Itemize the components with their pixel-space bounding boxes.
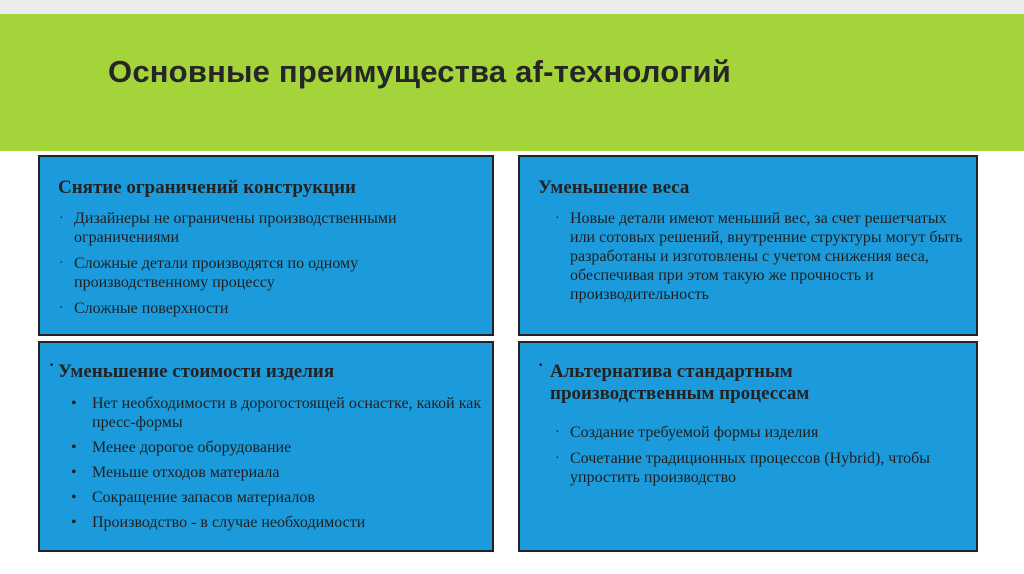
list-item-text: Сочетание традиционных процессов (Hybrid), чтобы упростить производство [570,450,930,486]
panel-design-freedom [38,155,494,336]
list-item-text: Менее дорогое оборудование [92,439,292,456]
panel-list [555,209,970,304]
panel-heading: Уменьшение стоимости изделия [58,361,335,382]
list-item [71,438,482,457]
list-item [555,209,970,304]
panel-heading: Уменьшение веса [538,177,690,198]
list-item [555,449,970,487]
heading-bullet-icon: · [49,357,55,374]
list-item [71,394,482,432]
list-item-text: Меньше отходов материала [92,464,280,481]
top-edge [0,0,1024,14]
bullet-icon: · [59,256,64,271]
list-item [59,209,484,247]
list-item [71,513,482,532]
panel-list [71,394,482,538]
slide-title: Основные преимущества af-технологий [108,54,732,89]
list-item-text: Создание требуемой формы изделия [570,424,819,441]
panel-heading: Альтернатива стандартным производственным процессам [550,361,810,404]
bullet-icon: • [71,439,77,456]
list-item-text: Новые детали имеют меньший вес, за счет решетчатых или сотовых решений, внутренние структуры могут быть разработаны и изготовлены с учетом снижения веса, обеспечивая при этом такую же прочность и производительность [570,210,963,303]
list-item [71,488,482,507]
bullet-icon: · [59,301,64,316]
bullet-icon: • [71,489,77,506]
list-item-text: Сложные поверхности [74,300,229,317]
panel-alternative-processes [518,341,978,552]
list-item-text: Дизайнеры не ограничены производственными ограничениями [74,210,397,246]
bullet-icon: · [555,425,560,440]
list-item [71,463,482,482]
list-item-text: Сложные детали производятся по одному производственному процессу [74,255,359,291]
list-item-text: Сокращение запасов материалов [92,489,315,506]
list-item-text: Нет необходимости в дорогостоящей оснастке, какой как пресс-формы [92,395,482,431]
bullet-icon: · [555,451,560,466]
bullet-icon: • [71,395,77,412]
bullet-icon: · [59,211,64,226]
panel-heading: Снятие ограничений конструкции [58,177,356,198]
list-item-text: Производство - в случае необходимости [92,514,366,531]
bullet-icon: · [555,211,560,226]
panel-list [59,209,484,325]
panel-weight-reduction [518,155,978,336]
list-item [59,299,484,318]
panel-cost-reduction [38,341,494,552]
list-item [59,254,484,292]
panel-list [555,423,970,494]
bullet-icon: • [71,514,77,531]
bullet-icon: • [71,464,77,481]
heading-bullet-icon: · [538,357,544,374]
list-item [555,423,970,442]
